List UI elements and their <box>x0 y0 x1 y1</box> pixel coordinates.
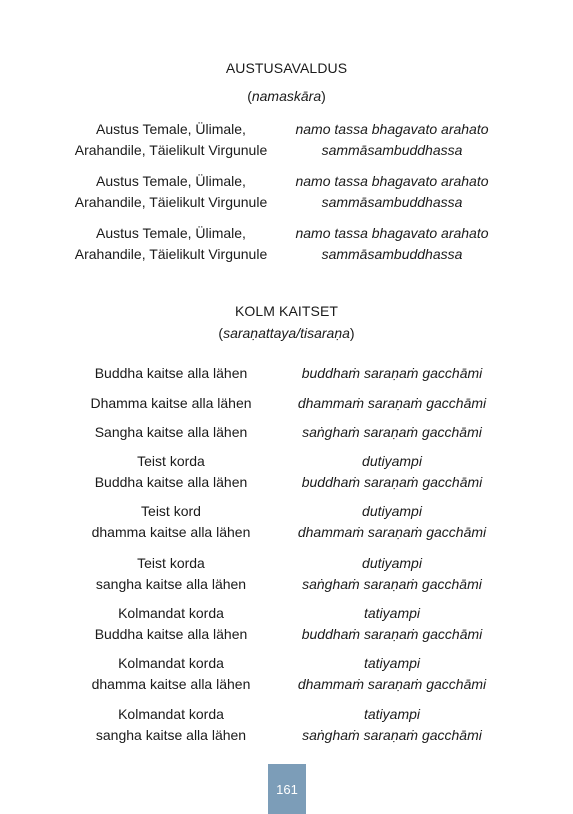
pali-text: dutiyampi dhammaṁ saraṇaṁ gacchāmi <box>297 503 487 540</box>
estonian-text: Buddha kaitse alla lähen <box>94 365 248 381</box>
pali-text: dutiyampi buddhaṁ saraṇaṁ gacchāmi <box>301 453 483 490</box>
subtitle-pali-term: namaskāra <box>251 88 322 104</box>
pali-text: namo tassa bhagavato arahato sammāsambuddhassa <box>295 121 489 158</box>
section-subtitle-namaskara: (namaskāra) <box>247 88 326 104</box>
estonian-text: Austus Temale, Ülimale, Arahandile, Täielikult Virgunule <box>74 225 268 262</box>
pali-text: tatiyampi dhammaṁ saraṇaṁ gacchāmi <box>297 655 487 692</box>
estonian-text: Teist korda Buddha kaitse alla lähen <box>94 453 248 490</box>
estonian-text: Kolmandat korda Buddha kaitse alla lähen <box>94 605 248 642</box>
pali-text: saṅghaṁ saraṇaṁ gacchāmi <box>302 424 482 440</box>
page-number: 161 <box>276 781 298 797</box>
estonian-text: Kolmandat korda sangha kaitse alla lähen <box>95 706 247 743</box>
section-title-austusavaldus: AUSTUSAVALDUS <box>225 60 348 76</box>
estonian-text: Austus Temale, Ülimale, Arahandile, Täielikult Virgunule <box>74 173 268 210</box>
estonian-text: Dhamma kaitse alla lähen <box>90 395 252 411</box>
estonian-text: Kolmandat korda dhamma kaitse alla lähen <box>91 655 251 692</box>
pali-text: tatiyampi buddhaṁ saraṇaṁ gacchāmi <box>301 605 483 642</box>
pali-text: tatiyampi saṅghaṁ saraṇaṁ gacchāmi <box>302 706 482 743</box>
section-title-kolm-kaitset: KOLM KAITSET <box>234 303 339 319</box>
estonian-text: Teist korda sangha kaitse alla lähen <box>95 555 247 592</box>
page-number-tab <box>268 764 306 814</box>
estonian-text: Sangha kaitse alla lähen <box>94 424 248 440</box>
pali-text: dhammaṁ saraṇaṁ gacchāmi <box>297 395 487 411</box>
section-subtitle-saranattaya: (saraṇattaya/tisaraṇa) <box>218 325 355 341</box>
estonian-text: Teist kord dhamma kaitse alla lähen <box>91 503 251 540</box>
pali-text: dutiyampi saṅghaṁ saraṇaṁ gacchāmi <box>302 555 482 592</box>
estonian-text: Austus Temale, Ülimale, Arahandile, Täielikult Virgunule <box>74 121 268 158</box>
subtitle-pali-term: saraṇattaya/tisaraṇa <box>223 325 350 341</box>
pali-text: buddhaṁ saraṇaṁ gacchāmi <box>301 365 483 381</box>
pali-text: namo tassa bhagavato arahato sammāsambuddhassa <box>295 225 489 262</box>
pali-text: namo tassa bhagavato arahato sammāsambuddhassa <box>295 173 489 210</box>
